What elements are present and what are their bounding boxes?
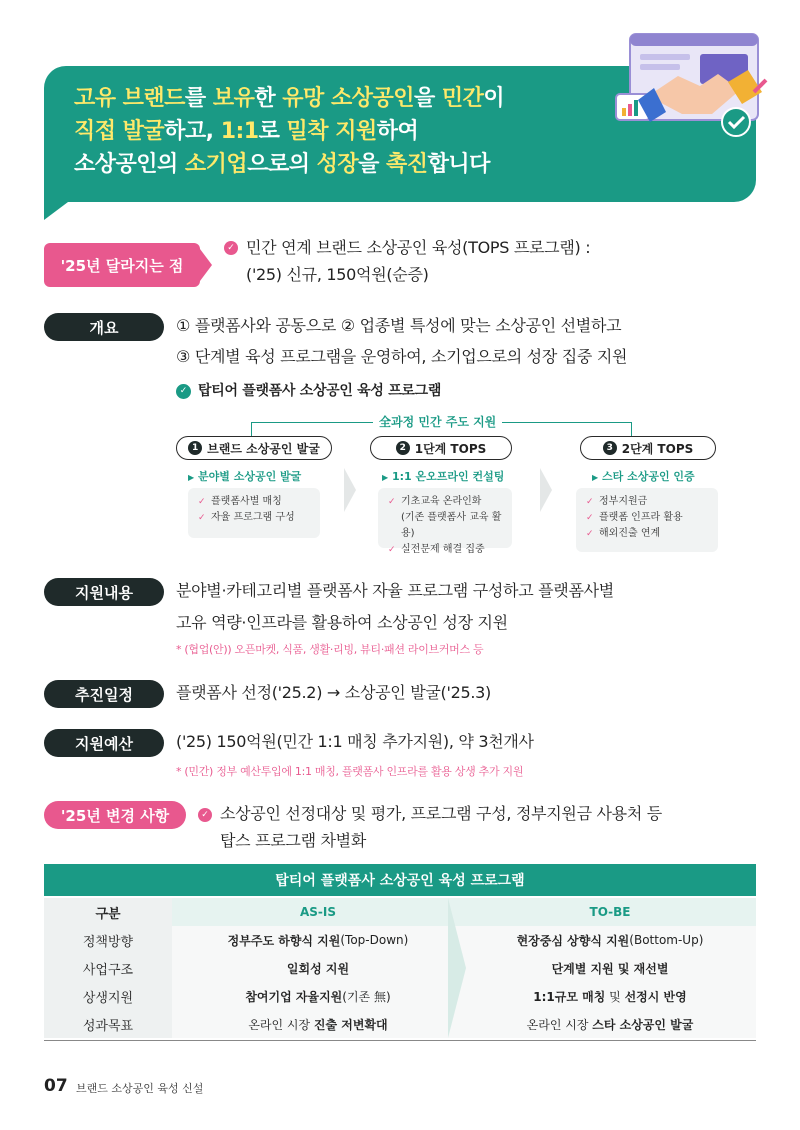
changes-2025-line1: 민간 연계 브랜드 소상공인 육성(TOPS 프로그램) : bbox=[246, 238, 591, 257]
table-arrow bbox=[448, 898, 466, 1038]
step-3-number: 3 bbox=[603, 441, 617, 455]
table-cell: 성과목표 bbox=[44, 1010, 172, 1038]
list-item: ✓ 정부지원금 bbox=[586, 494, 708, 510]
table-cell: 1:1규모 매칭 및 선정시 반영 bbox=[464, 982, 756, 1010]
step-1-pill bbox=[176, 436, 332, 460]
list-item: ✓ 해외진출 연계 bbox=[586, 526, 708, 542]
step-3-sub: ▶ 스타 소상공인 인증 bbox=[592, 470, 695, 483]
step-2-box bbox=[378, 488, 512, 555]
table-cell: 정책방향 bbox=[44, 926, 172, 954]
changes-2025-label: '25년 달라지는 점 bbox=[44, 243, 200, 287]
budget-note: * (민간) 정부 예산투입에 1:1 매칭, 플랫폼사 인프라를 활용 상생 추가 지원 bbox=[176, 765, 524, 778]
flow-label: 全과정 민간 주도 지원 bbox=[373, 413, 502, 430]
step-1-title: 브랜드 소상공인 발굴 bbox=[207, 441, 320, 456]
chevron-right-icon bbox=[344, 468, 356, 512]
bullet-icon: ▶ bbox=[188, 473, 195, 482]
changes-detail-line1: 소상공인 선정대상 및 평가, 프로그램 구성, 정부지원금 사용처 등 bbox=[220, 804, 662, 823]
overview-label: 개요 bbox=[44, 313, 164, 341]
budget-text: ('25) 150억원(민간 1:1 매칭 추가지원), 약 3천개사 bbox=[176, 732, 534, 751]
table-header-cell: TO-BE bbox=[464, 898, 756, 926]
table-cell: 상생지원 bbox=[44, 982, 172, 1010]
bullet-icon: ▶ bbox=[382, 473, 389, 482]
table-cell: 온라인 시장 진출 저변확대 bbox=[172, 1010, 464, 1038]
table-cell: 사업구조 bbox=[44, 954, 172, 982]
header-title: 고유 브랜드를 보유한 유망 소상공인을 민간이 직접 발굴하고, 1:1로 밀착 지원하여 소상공인의 소기업으로의 성장을 촉진합니다 bbox=[74, 86, 505, 177]
changes-detail-line2: 탑스 프로그램 차별화 bbox=[220, 831, 366, 850]
table-header-row bbox=[44, 898, 756, 926]
table-row bbox=[44, 954, 756, 982]
list-item: ✓ 실전문제 해결 집중 bbox=[388, 542, 502, 558]
list-item: ✓ 기초교육 온라인화 bbox=[388, 494, 502, 510]
table-cell: 정부주도 하향식 지원 (Top-Down) bbox=[172, 926, 464, 954]
changes-2025-arrow bbox=[200, 249, 212, 281]
handshake-illustration bbox=[608, 30, 770, 142]
header-banner-tail bbox=[44, 190, 84, 220]
changes-detail-label: '25년 변경 사항 bbox=[44, 801, 186, 829]
step-3-title: 2단계 TOPS bbox=[621, 441, 694, 456]
list-item-note: (기존 플랫폼사 교육 활용) bbox=[401, 512, 502, 539]
table-cell: 단계별 지원 및 재선별 bbox=[464, 954, 756, 982]
table-bottom-border bbox=[44, 1040, 756, 1041]
budget-label: 지원예산 bbox=[44, 729, 164, 757]
step-2-pill bbox=[370, 436, 512, 460]
table-row bbox=[44, 982, 756, 1010]
table-header-cell: 구분 bbox=[44, 898, 172, 926]
step-3-pill bbox=[580, 436, 716, 460]
step-1-box bbox=[188, 488, 320, 538]
changes-2025-line2: ('25) 신규, 150억원(순증) bbox=[246, 265, 429, 284]
support-line1: 분야별·카테고리별 플랫폼사 자율 프로그램 구성하고 플랫폼사별 bbox=[176, 581, 614, 600]
table-row bbox=[44, 926, 756, 954]
table-cell: 참여기업 자율지원 (기존 無) bbox=[172, 982, 464, 1010]
bullet-icon: ▶ bbox=[592, 473, 599, 482]
program-title: 탑티어 플랫폼사 소상공인 육성 프로그램 bbox=[198, 383, 442, 399]
table-title: 탑티어 플랫폼사 소상공인 육성 프로그램 bbox=[44, 864, 756, 896]
list-item: ✓ 플랫폼사별 매칭 bbox=[198, 494, 310, 510]
check-icon: ✓ bbox=[198, 808, 212, 822]
step-2-sub: ▶ 1:1 온오프라인 컨설팅 bbox=[382, 470, 505, 483]
step-1-sub: ▶ 분야별 소상공인 발굴 bbox=[188, 470, 302, 483]
step-1-number: 1 bbox=[188, 441, 202, 455]
overview-line1: ① 플랫폼사와 공동으로 ② 업종별 특성에 맞는 소상공인 선별하고 bbox=[176, 316, 622, 335]
table-cell: 일회성 지원 bbox=[172, 954, 464, 982]
page-number: 07 bbox=[44, 1076, 68, 1096]
schedule-text: 플랫폼사 선정('25.2) → 소상공인 발굴('25.3) bbox=[176, 683, 491, 702]
flow-bracket-right bbox=[631, 422, 632, 436]
support-note: * (협업(안)) 오픈마켓, 식품, 생활·리빙, 뷰티·패션 라이브커머스 등 bbox=[176, 643, 484, 656]
support-label: 지원내용 bbox=[44, 578, 164, 606]
table-header-cell: AS-IS bbox=[172, 898, 464, 926]
list-item: ✓ 자율 프로그램 구성 bbox=[198, 510, 310, 526]
overview-line2: ③ 단계별 육성 프로그램을 운영하여, 소기업으로의 성장 집중 지원 bbox=[176, 347, 628, 366]
footer-title: 브랜드 소상공인 육성 신설 bbox=[76, 1082, 204, 1095]
table-row bbox=[44, 1010, 756, 1038]
check-icon: ✓ bbox=[224, 241, 238, 255]
step-2-number: 2 bbox=[396, 441, 410, 455]
table-cell: 현장중심 상향식 지원 (Bottom-Up) bbox=[464, 926, 756, 954]
table-cell: 온라인 시장 스타 소상공인 발굴 bbox=[464, 1010, 756, 1038]
check-icon: ✓ bbox=[176, 384, 191, 399]
flow-bracket-left bbox=[251, 422, 252, 436]
step-3-box bbox=[576, 488, 718, 552]
list-item: ✓ 플랫폼 인프라 활용 bbox=[586, 510, 708, 526]
chevron-right-icon bbox=[540, 468, 552, 512]
step-2-title: 1단계 TOPS bbox=[414, 441, 487, 456]
comparison-table bbox=[44, 898, 756, 1038]
schedule-label: 추진일정 bbox=[44, 680, 164, 708]
support-line2: 고유 역량·인프라를 활용하여 소상공인 성장 지원 bbox=[176, 613, 508, 632]
